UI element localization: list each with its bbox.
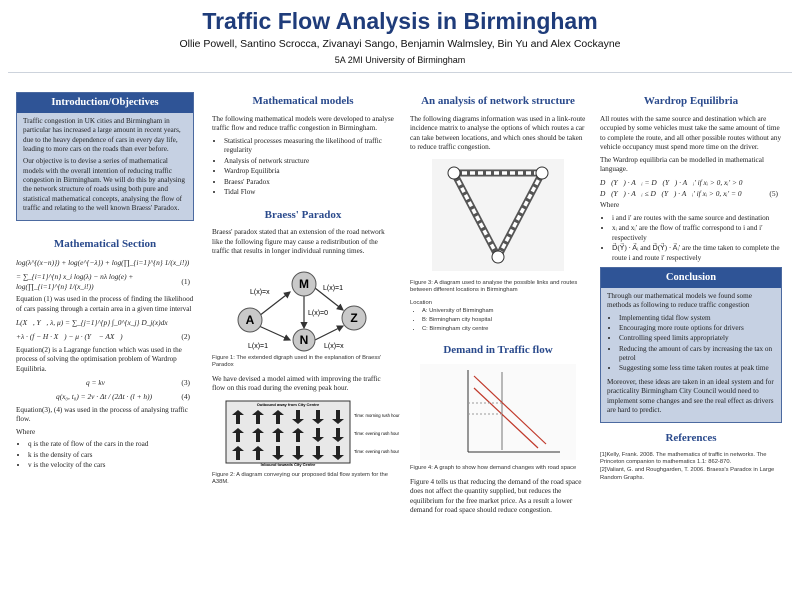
models-item: • Analysis of network structure	[224, 157, 394, 167]
location-list	[410, 308, 586, 333]
edge-label-am: L(x)=x	[250, 288, 270, 296]
models-list	[212, 137, 394, 198]
models-item: • Statistical processes measuring the likelihood of traffic regularity	[224, 137, 394, 156]
wardrop-text: All routes with the same source and destination which are occupied by some vehicles must take the same amount of time to complete the route, and all other possible routes without any vehicle occupancy must spend more time on the driver.	[600, 114, 782, 152]
header-divider	[8, 72, 792, 73]
node-n-label: N	[299, 332, 309, 347]
eq2b-text: +λ · (f − H · X⃗) − μ · (Y⃗ − AX⃗)	[16, 332, 123, 342]
wardrop-where: Where	[600, 201, 620, 210]
conclusion-p1: Through our mathematical models we found some methods as following to reduce traffic congestion	[607, 291, 752, 310]
intro-p1: Traffic congestion in UK cities and Birmingham in particular has increased a large amount in recent years, due to the heavy dependence of cars in every day life, leading to more cars on the roads than ever before.	[23, 116, 181, 153]
wardrop-text2: The Wardrop equilibria can be modelled in mathematical language.	[600, 155, 764, 174]
models-item: • Wardrop Equilibria	[224, 167, 394, 177]
road-box	[226, 401, 350, 463]
column-4	[600, 92, 782, 482]
demand-text: Figure 4 tells us that reducing the demand of the road space does not affect the quantity supplied, but reduces the equilibrium for the free market price. As a result a lower demand for road space should reduce congestion.	[410, 477, 582, 515]
edge-label-mz: L(x)=1	[323, 284, 344, 292]
conclusion-item: • Implementing tidal flow system	[619, 314, 775, 323]
junction-b	[536, 167, 548, 179]
wardrop-eq-number: (5)	[769, 189, 778, 199]
fig2-caption: Figure 2: A diagram conveying our proposed tidal flow system for the A38M.	[212, 471, 388, 486]
node-z-label: Z	[350, 310, 358, 325]
eq4-number: (4)	[181, 392, 190, 402]
edge-label-nz: L(x)=x	[324, 342, 344, 350]
eq2b	[16, 332, 194, 342]
braess-title: Braess' Paradox	[264, 208, 342, 221]
node-a-label: A	[245, 312, 255, 327]
edge-an	[259, 326, 290, 340]
location-item: • B: Birmingham city hospital	[422, 317, 586, 325]
math-title: Mathematical Section	[53, 238, 157, 251]
wardrop-eq-b-text: D⃗(Y⃗) · A⃗ᵢ ≤ D⃗(Y⃗) · A⃗ᵢ′ if xᵢ > 0, xᵢ′ = 0	[600, 189, 742, 199]
demand-title: Demand in Traffic flow	[443, 344, 553, 357]
column-1	[16, 92, 194, 475]
models-title: Mathematical models	[252, 95, 354, 107]
fig4-caption: Figure 4: A graph to show how demand changes with road space	[410, 464, 577, 471]
tidal-bottom-label: Inbound towards City Centre	[260, 461, 316, 467]
wardrop-eq-a-text: D⃗(Y⃗) · A⃗ᵢ = D⃗(Y⃗) · A⃗ᵢ′ if xᵢ > 0, xᵢ′ > 0	[600, 177, 743, 187]
intro-p2: Our objective is to devise a series of mathematical models with the overall intention of reducing traffic congestion in Birmingham. We will do this by analysing the network structure of roads using both pure and statistical mathematical concepts, analysing the flow of traffic and relating to the well known Braess' Paradox.	[23, 157, 185, 213]
models-item: • Braess' Paradox	[224, 178, 394, 188]
wardrop-def: • xᵢ and xᵢ′ are the flow of traffic correspond to i and i′ respectively	[612, 224, 782, 243]
eq3-text: q = kv	[86, 378, 105, 388]
eq3	[16, 378, 194, 388]
edge-label-an: L(x)=1	[248, 342, 269, 350]
wardrop-defs	[600, 214, 782, 264]
conclusion-item: • Controlling speed limits appropriately	[619, 334, 775, 343]
graph-background	[420, 364, 576, 460]
wardrop-eq-b	[600, 189, 782, 199]
conclusion-title: Conclusion	[601, 268, 781, 288]
fig1-caption: Figure 1: The extended digraph used in the explanation of Braess' Paradox	[212, 354, 382, 369]
eq1-number: (1)	[181, 276, 190, 286]
reference-2: [2]Valiant, G. and Roughgarden, T. 2006. Braess's Paradox in Large Random Graphs.	[600, 467, 775, 481]
network-text: The following diagrams information was used in a link-route incidence matrix to analyse the options of which routes a car can take between locations, and which ones should be taken to reduce traffic congestion.	[410, 114, 586, 152]
tidal-side-2: Time: evening rush hour	[354, 430, 399, 436]
eq1a	[16, 258, 194, 268]
conclusion-item: • Suggesting some less time taken routes at peak time	[619, 364, 775, 373]
junction-a	[448, 167, 460, 179]
junction-c	[492, 251, 504, 263]
eq1a-text: log(λ^{(x−n)}) + log(e^{−λ}) + log(∏_{i=1}^{n} 1/(x_i!))	[16, 257, 190, 267]
wardrop-def: • i and i′ are routes with the same source and destination	[612, 214, 782, 224]
wardrop-eq-a	[600, 178, 782, 188]
conclusion-p2: Moreover, these ideas are taken in an ideal system and for practicality Birmingham City Council would need to implement some changes and see the real effect as drivers are hard to predict.	[607, 377, 774, 414]
location-heading: Location	[410, 299, 432, 306]
fig3-caption: Figure 3: A diagram used to analyse the possible links and routes between different locations in Birmingham	[410, 279, 578, 294]
eq1b-text: = ∑_{i=1}^{n} x_i log(λ) − nλ log(e) + log(∏_{i=1}^{n} 1/(x_i!))	[16, 271, 134, 291]
braess-digraph	[212, 260, 394, 352]
models-intro: The following mathematical models were developed to analyse traffic flow and reduce traffic congestion in Birmingham.	[212, 114, 394, 133]
conclusion-item: • Reducing the amount of cars by increasing the tax on petrol	[619, 345, 775, 364]
eq2-number: (2)	[181, 332, 190, 342]
wardrop-def: • D⃗(Y⃗) · A⃗ᵢ and D⃗(Y⃗) · A⃗ᵢ′ are the time taken to complete the route i and route i′ respectively	[612, 244, 782, 263]
eq4	[16, 392, 194, 402]
location-item: • A: University of Birmingham	[422, 308, 586, 316]
math-text3: Equation(3), (4) was used in the process of analysing traffic flow.	[16, 405, 188, 424]
tidal-top-label: Outbound away from City Centre	[256, 401, 320, 407]
math-def: • q is the rate of flow of the cars in the road	[28, 440, 194, 450]
poster-title: Traffic Flow Analysis in Birmingham	[202, 8, 598, 34]
network-diagram	[410, 157, 586, 277]
network-title: An analysis of network structure	[421, 95, 575, 107]
math-text2: Equation(2) is a Lagrange function which was used in the process of solving the optimisation problem of Wardrop Equilibria.	[16, 345, 182, 373]
node-m-label: M	[299, 276, 309, 291]
conclusion-box	[600, 267, 782, 423]
conclusion-list	[607, 314, 775, 374]
math-text1: Equation (1) was used in the process of finding the likelihood of cars passing through a certain area in a given time interval	[16, 295, 194, 313]
tidal-side-1: Time: morning rush hour	[354, 412, 400, 418]
references-title: References	[665, 432, 717, 445]
eq4-text: q(x₀, t₀) = 2v · Δt / (2Δt · (l + h))	[56, 392, 153, 402]
math-defs	[16, 440, 194, 471]
intro-title: Introduction/Objectives	[17, 93, 193, 113]
eq1b	[16, 272, 194, 292]
edge-label-mn: L(x)=0	[308, 309, 329, 317]
tidal-flow-diagram	[212, 397, 400, 469]
column-2	[212, 92, 400, 492]
location-item: • C: Birmingham city centre	[422, 326, 586, 334]
math-def: • k is the density of cars	[28, 451, 194, 461]
authors: Ollie Powell, Santino Scrocca, Zivanayi Sango, Benjamin Walmsley, Bin Yu and Alex Cockayne	[179, 38, 621, 50]
edge-nz	[315, 326, 343, 340]
affiliation: 5A 2MI University of Birmingham	[334, 55, 466, 65]
math-def: • v is the velocity of the cars	[28, 461, 194, 471]
eq2a-text: L(X⃗, Y⃗, λ, μ) = ∑_{j=1}^{p} ∫_0^{x_j} D_j(x)dx	[16, 318, 168, 328]
reference-1: [1]Kelly, Frank. 2008. The mathematics of traffic in networks. The Princeton companion to mathematics 1.1: 862-870.	[600, 451, 767, 466]
tidal-side-3: Time: evening rush hour	[354, 448, 399, 454]
conclusion-item: • Encouraging more route options for drivers	[619, 324, 775, 333]
wardrop-title: Wardrop Equilibria	[643, 95, 739, 107]
eq3-number: (3)	[181, 378, 190, 388]
eq2a	[16, 318, 194, 328]
models-item: • Tidal Flow	[224, 188, 394, 198]
braess-text: Braess' paradox stated that an extension of the road network like the following figure may cause a redistribution of the traffic that results in longer individual running times.	[212, 228, 385, 256]
braess-text2: We have devised a model aimed with improving the traffic flow on this road during the evening peak hour.	[212, 374, 381, 393]
math-where: Where	[16, 427, 36, 436]
demand-graph	[410, 364, 586, 462]
intro-box	[16, 92, 194, 221]
column-3	[410, 92, 586, 519]
